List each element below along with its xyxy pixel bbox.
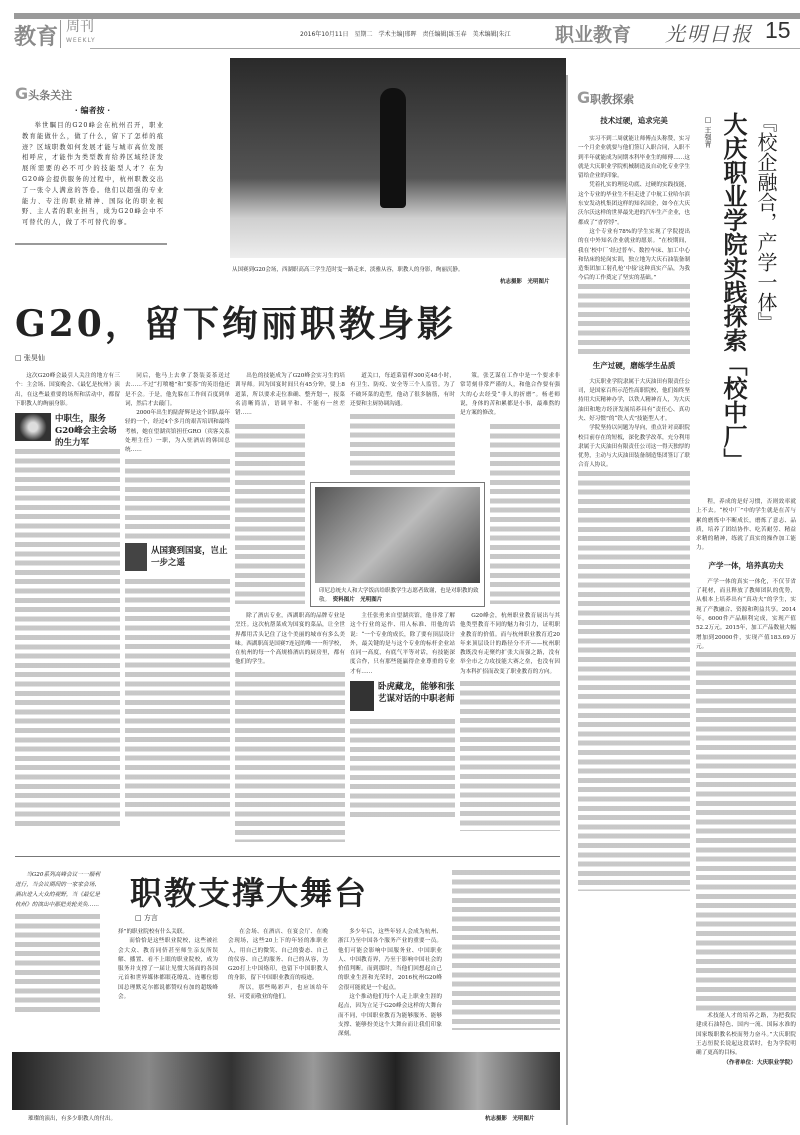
weekly-label	[60, 20, 96, 48]
support-p4: 所以，那些喝彩声，也应该给年轻、可爱而敬业的他们。	[228, 984, 328, 1001]
subhead-2	[125, 543, 230, 575]
lead-col5b-text	[460, 681, 560, 831]
support-col1	[118, 928, 218, 1002]
note-title: · 编者按 ·	[74, 105, 111, 115]
lead-col5-text	[490, 424, 560, 604]
kicker-text: 职教探索	[590, 93, 635, 106]
lead-p5: 道关口，每道菜留样300克48小时，有卫生、防疫、安全等三个人监管。为了不破坏菜的造型，他动了很多脑筋，有时还要和主厨协调沟通。	[350, 373, 455, 407]
lead-col2-text	[125, 459, 230, 539]
support-intro-col	[15, 870, 100, 1014]
subhead-integration: 产学一体，培养真功夫	[708, 560, 784, 570]
subhead-photo	[350, 681, 374, 711]
author-affiliation: （作者单位：大庆职业学院）	[723, 1059, 796, 1066]
explore-p1: 实习不到二周就能让师傅点头称赞，实习一个月企业就要与他们签订入职合同，入职不到半年就能成为同期本科毕业生的师傅……这就是大庆职业学院机械制造及自动化专业学生留给企业的印象。	[578, 136, 690, 180]
lead-p2: 同后，他马上去拿了袋装姜茶送过去……不过“打喷嚏”和“要茶”的英语他还是不会。于是，他先躲在工作间百度到单词，然后才去敲门。	[125, 373, 230, 407]
photo2-caption: 印尼总统夫人和大学饭店给职教学生志愿者致谢，也是对职教的致敬。 资料图片 光明图片	[319, 588, 479, 603]
explore-col1-text	[578, 284, 690, 354]
support-col3	[338, 928, 442, 1040]
support-p1: 择”的职业院校有什么关联。	[118, 929, 188, 935]
support-photo-caption: 璀璨的演出，有多少职教人的付出。	[28, 1116, 117, 1122]
lead-col3-text	[235, 424, 305, 604]
explore-headline: 大庆职业学院实践探索「校中厂」	[719, 112, 748, 472]
lead-p6: 除了酒店专业，西湖职高的品牌专业是烹饪。这次杭帮菜成为国宴的菜品，让全世界都用舌头记住了这个美丽的城市有多么美味。西湖职高是国赛7连冠的唯一一所学校，在杭州的每一个高规格酒店的厨房里，都有他们的学生。	[235, 613, 345, 666]
explore-byline: □ 王强青	[704, 116, 712, 148]
photo-performance	[12, 1052, 560, 1110]
explore-p7: 产学一体的真实一体化，不仅节省了耗材，而且释放了教师团队的优势，从根本上培养出有“真功夫”的学生，实现了产教融合、资源和利益共享。2014年，6000件产品顺利完成，实现产值52.2万元。2015年，加工产品数量大幅增加到20000件，实现产值183.69万元。	[696, 578, 796, 650]
subhead-text: 卧虎藏龙，能够和张艺谋对话的中职老师	[378, 682, 455, 705]
figure	[380, 88, 406, 208]
explore-p8: 术技能人才的培养之路，为把我院建成石油特色、国内一流、国际水准的国家级职教名校而努力奋斗。”大庆职院王志恒院长说起这段话时，也为学院明确了更高的目标。	[696, 1013, 796, 1057]
subhead-photo	[125, 543, 147, 571]
subhead-photo	[15, 413, 51, 441]
photo-volunteers	[315, 487, 480, 583]
support-p5: 多少年后，这些年轻人会成为杭州、浙江乃至中国各个服务产业的重要一员。他们可能会影响中国服务业、中国职业人、中国教育界，乃至于影响中国社会的价值判断。而到那时，当他们回想起自己的职业生涯和光荣时，2016杭州G20峰会很可能就是一个起点。	[338, 929, 442, 991]
newspaper-logo: 光明日报	[665, 22, 753, 46]
brand: 教育	[14, 25, 59, 50]
page-number: 15	[765, 17, 791, 43]
lead-col1-text	[15, 449, 120, 829]
photo2-credit: 资料图片 光明图片	[332, 597, 383, 603]
explore-p5: 学院坚持以问题为导向，重点针对高职院校目前存在的短板，深化教学改革，充分利用隶属于大庆油田有限责任公司这一得天独厚的优势，主动与大庆油田装备制造集团签订了联合育人协议。	[578, 425, 690, 469]
subhead-1	[15, 413, 120, 449]
byline: □ 张昊仙	[15, 354, 45, 362]
photo-credit: 杭志摄影 光明图片	[500, 279, 550, 285]
explore-subtitle: 『校企融合，产学一体』	[754, 112, 778, 332]
explore-p3: 这个专业有78%的学生实现了学院提出的在中外知名企业就业的愿景。“在校期间，我在‘校中厂’经过普车、数控车床、加工中心和钻床的轮岗实训，独立地为大庆石油装备制造集团加工射孔枪‘中接’这种真实产品，为我今后的工作奠定了坚实的基础。”	[578, 228, 690, 282]
lead-p1: 这次G20峰会最引人关注的地方有三个：主会场、国宴晚会、《最忆是杭州》演出，在这些最重要的场所和活动中，都留下职教人的绚丽身影。	[15, 373, 120, 407]
editor-note: 举世瞩目的G20峰会在杭州召开，职业教育能做什么，做了什么，留下了怎样的痕迹？区域职教如何发展才能与城市高位发展相呼应，才能作为类型教育给养区域经济发展所需要的必不可少的技能型人才？在为G20峰会提供服务的过程中，杭州职教交出了一张令人满意的答卷。他们以超强的专业能力、专注的职业精神、国际化的职业视野、主人者的职业担当，成为G20峰会中不可替代的人，做了不可替代的事。	[22, 122, 164, 227]
support-intro: 当G20系列高峰会议一一顺利进行，当会议期间的一家家会场、酒店进入大众的视野，当《最忆是杭州》的演出中那把美轮美奂……	[15, 872, 100, 908]
kicker-text: 头条关注	[28, 89, 73, 102]
subhead-text: 从国赛到国宴，岂止一步之遥	[151, 545, 228, 568]
lead-col5b	[460, 612, 560, 831]
support-photo-credit: 杭志摄影 光明图片	[485, 1116, 535, 1122]
lead-p3: 2000年出生的陆舒辉是这个团队最年轻的一个，经过4个多月的艰苦培训和最终考核，她在望湖宾馆担任GRO（宾客关系处理主任）一职，为入驻酒店的韩国总统……	[125, 410, 230, 454]
lead-p9: G20峰会，杭州职业教育展出与其他类型教育不同的魅力和引力，证明职业教育的价值。而与杭州职业教育近20年来顶层设计的路径分不开——杭州职教既没有走聚约扩张大而强之路，没有举全市之力攻技能大赛之垒，也没有因为本科扩招而改变了职业教育的方向。	[460, 613, 560, 675]
photo-caption: 从国赛到G20会场，西湖职高高三学生范时雯一路走来，淡雅从容，职教人的身影，绚丽沉静。	[232, 267, 464, 273]
support-p3: 在会场、在酒店、在宴会厅、在晚会现场，这些20上下的年轻的准职业人，用自己的微笑、自己的姿态、自己的仪容、自己的服务、自己的从容，为G20打上中国烙印，也留下中国职教人的身影，留下中国职业教育的痕迹。	[228, 929, 328, 982]
divider	[15, 856, 560, 857]
support-col4-text	[452, 870, 560, 1030]
lead-col2b-text	[125, 579, 230, 819]
support-p6: 这个推动他们每个人走上职业生涯的起点，因为立足于G20峰会这样的大舞台而不同，中国职业教育为能够服务、能够支撑、能够扮美这个大舞台而让我们印象深刻。	[338, 994, 442, 1038]
support-p2: 而恰恰是这些职业院校，这些被社会大众、教育同侪甚至师生亲友所误解、播置、看不上眼的职业院校，成为服务并支撑了一届让见惯大场面的各国元首和世界媒体都眼花缭乱、连哪位德国总理默克尔都说都赞叹有加的超级峰会。	[118, 938, 218, 1001]
explore-p2: 凭着扎实的理论功底、过硬的实践技能，这个专业的毕业生不但走进了中航工业哈尔滨东安发动机集团这样的知名国企，如今在大庆沃尔沃这样的世界最先进的汽车生产企业，也都成了“香饽饽”。	[578, 182, 690, 226]
author: 方言	[143, 914, 158, 922]
divider	[15, 243, 167, 245]
headline: G20，留下绚丽职教身影	[15, 303, 456, 345]
explore-col1	[578, 115, 690, 891]
weekly-cn: 周刊	[66, 19, 94, 35]
lead-col3b	[235, 612, 345, 842]
support-headline: 职教支撑大舞台	[130, 874, 369, 912]
section-title: 职业教育	[555, 24, 632, 46]
photo-student-g20	[230, 58, 566, 258]
lead-col4b	[350, 612, 455, 819]
g-logo-icon: G	[577, 88, 591, 107]
lead-col3b-text	[235, 672, 345, 842]
subhead-3	[350, 681, 455, 715]
subhead-production: 生产过硬，磨练学生品质	[592, 360, 676, 370]
kicker-explore	[577, 88, 634, 107]
lead-col4-text	[350, 414, 455, 476]
lead-p7: 策。张艺谋在工作中是一个要求非常苛刻非常严谨的人，和他合作要有强大的心去经受“非人的折磨”。杨老师说，身体的苦和累都是小事，最难熬的是方案的修改。	[460, 373, 560, 417]
lead-p4: 出色的技能成为了G20峰会实习生的培训导师。因为国宴时间只有45分钟，要上8道菜，所以要求走位准确、整齐划一，报菜名清晰简洁，语调平和、不能有一丝差错……	[235, 373, 345, 417]
author: 张昊仙	[23, 354, 45, 362]
subhead-text: 中职生，服务G20峰会主会场的生力军	[55, 414, 117, 449]
explore-p6: 程，养成的是好习惯，否则效率就上不去。“校中厂”中的学生就是在苦与累的磨炼中不断成长，磨炼了意志、品质，培养了团结协作、吃苦耐劳、精益求精的精神，练就了真实的操作加工能力。	[696, 499, 796, 552]
support-byline: □ 方言	[135, 914, 158, 922]
explore-p4: 大庆职业学院隶属于大庆油田有限责任公司，是国家百所示范性高职院校，他们始终坚持用大庆精神办学，以铁人精神育人，为大庆油田和地方经济发展培养具有“责任心、真功夫、好习惯”的“铁人式”技能型人才。	[578, 378, 690, 422]
explore-col2-text	[696, 652, 796, 1012]
lead-col1	[15, 372, 120, 829]
column-rule	[566, 75, 568, 1125]
g-logo-icon: G	[15, 84, 29, 103]
author: 王强青	[704, 126, 712, 148]
lead-col2	[125, 372, 230, 819]
issue-meta: 2016年10月11日 星期二 学术主编|邢晖 责任编辑|练玉春 美术编辑|朱江	[300, 31, 511, 38]
kicker-focus	[15, 84, 72, 103]
support-col2	[228, 928, 328, 1002]
lead-p8: 主任张勇来自望湖宾馆，他非常了解这个行业的运作、用人标准、用他的话说：“一个专业的成长，除了要有顶层设计外，最关键的是与这个专业的标杆企业站在同一高度，有底气平等对话，有技能深度合作，只有那些能赢得企业尊重的专业才有……	[350, 613, 455, 675]
explore-col1b-text	[578, 471, 690, 891]
support-intro-text	[15, 914, 100, 1014]
lead-col4b-text	[350, 719, 455, 819]
subhead-technique: 技术过硬，追求完美	[600, 116, 668, 125]
weekly-en: WEEKLY	[66, 37, 96, 44]
explore-col2	[696, 498, 796, 1068]
header-rule	[90, 48, 800, 49]
photo-box	[310, 482, 485, 607]
